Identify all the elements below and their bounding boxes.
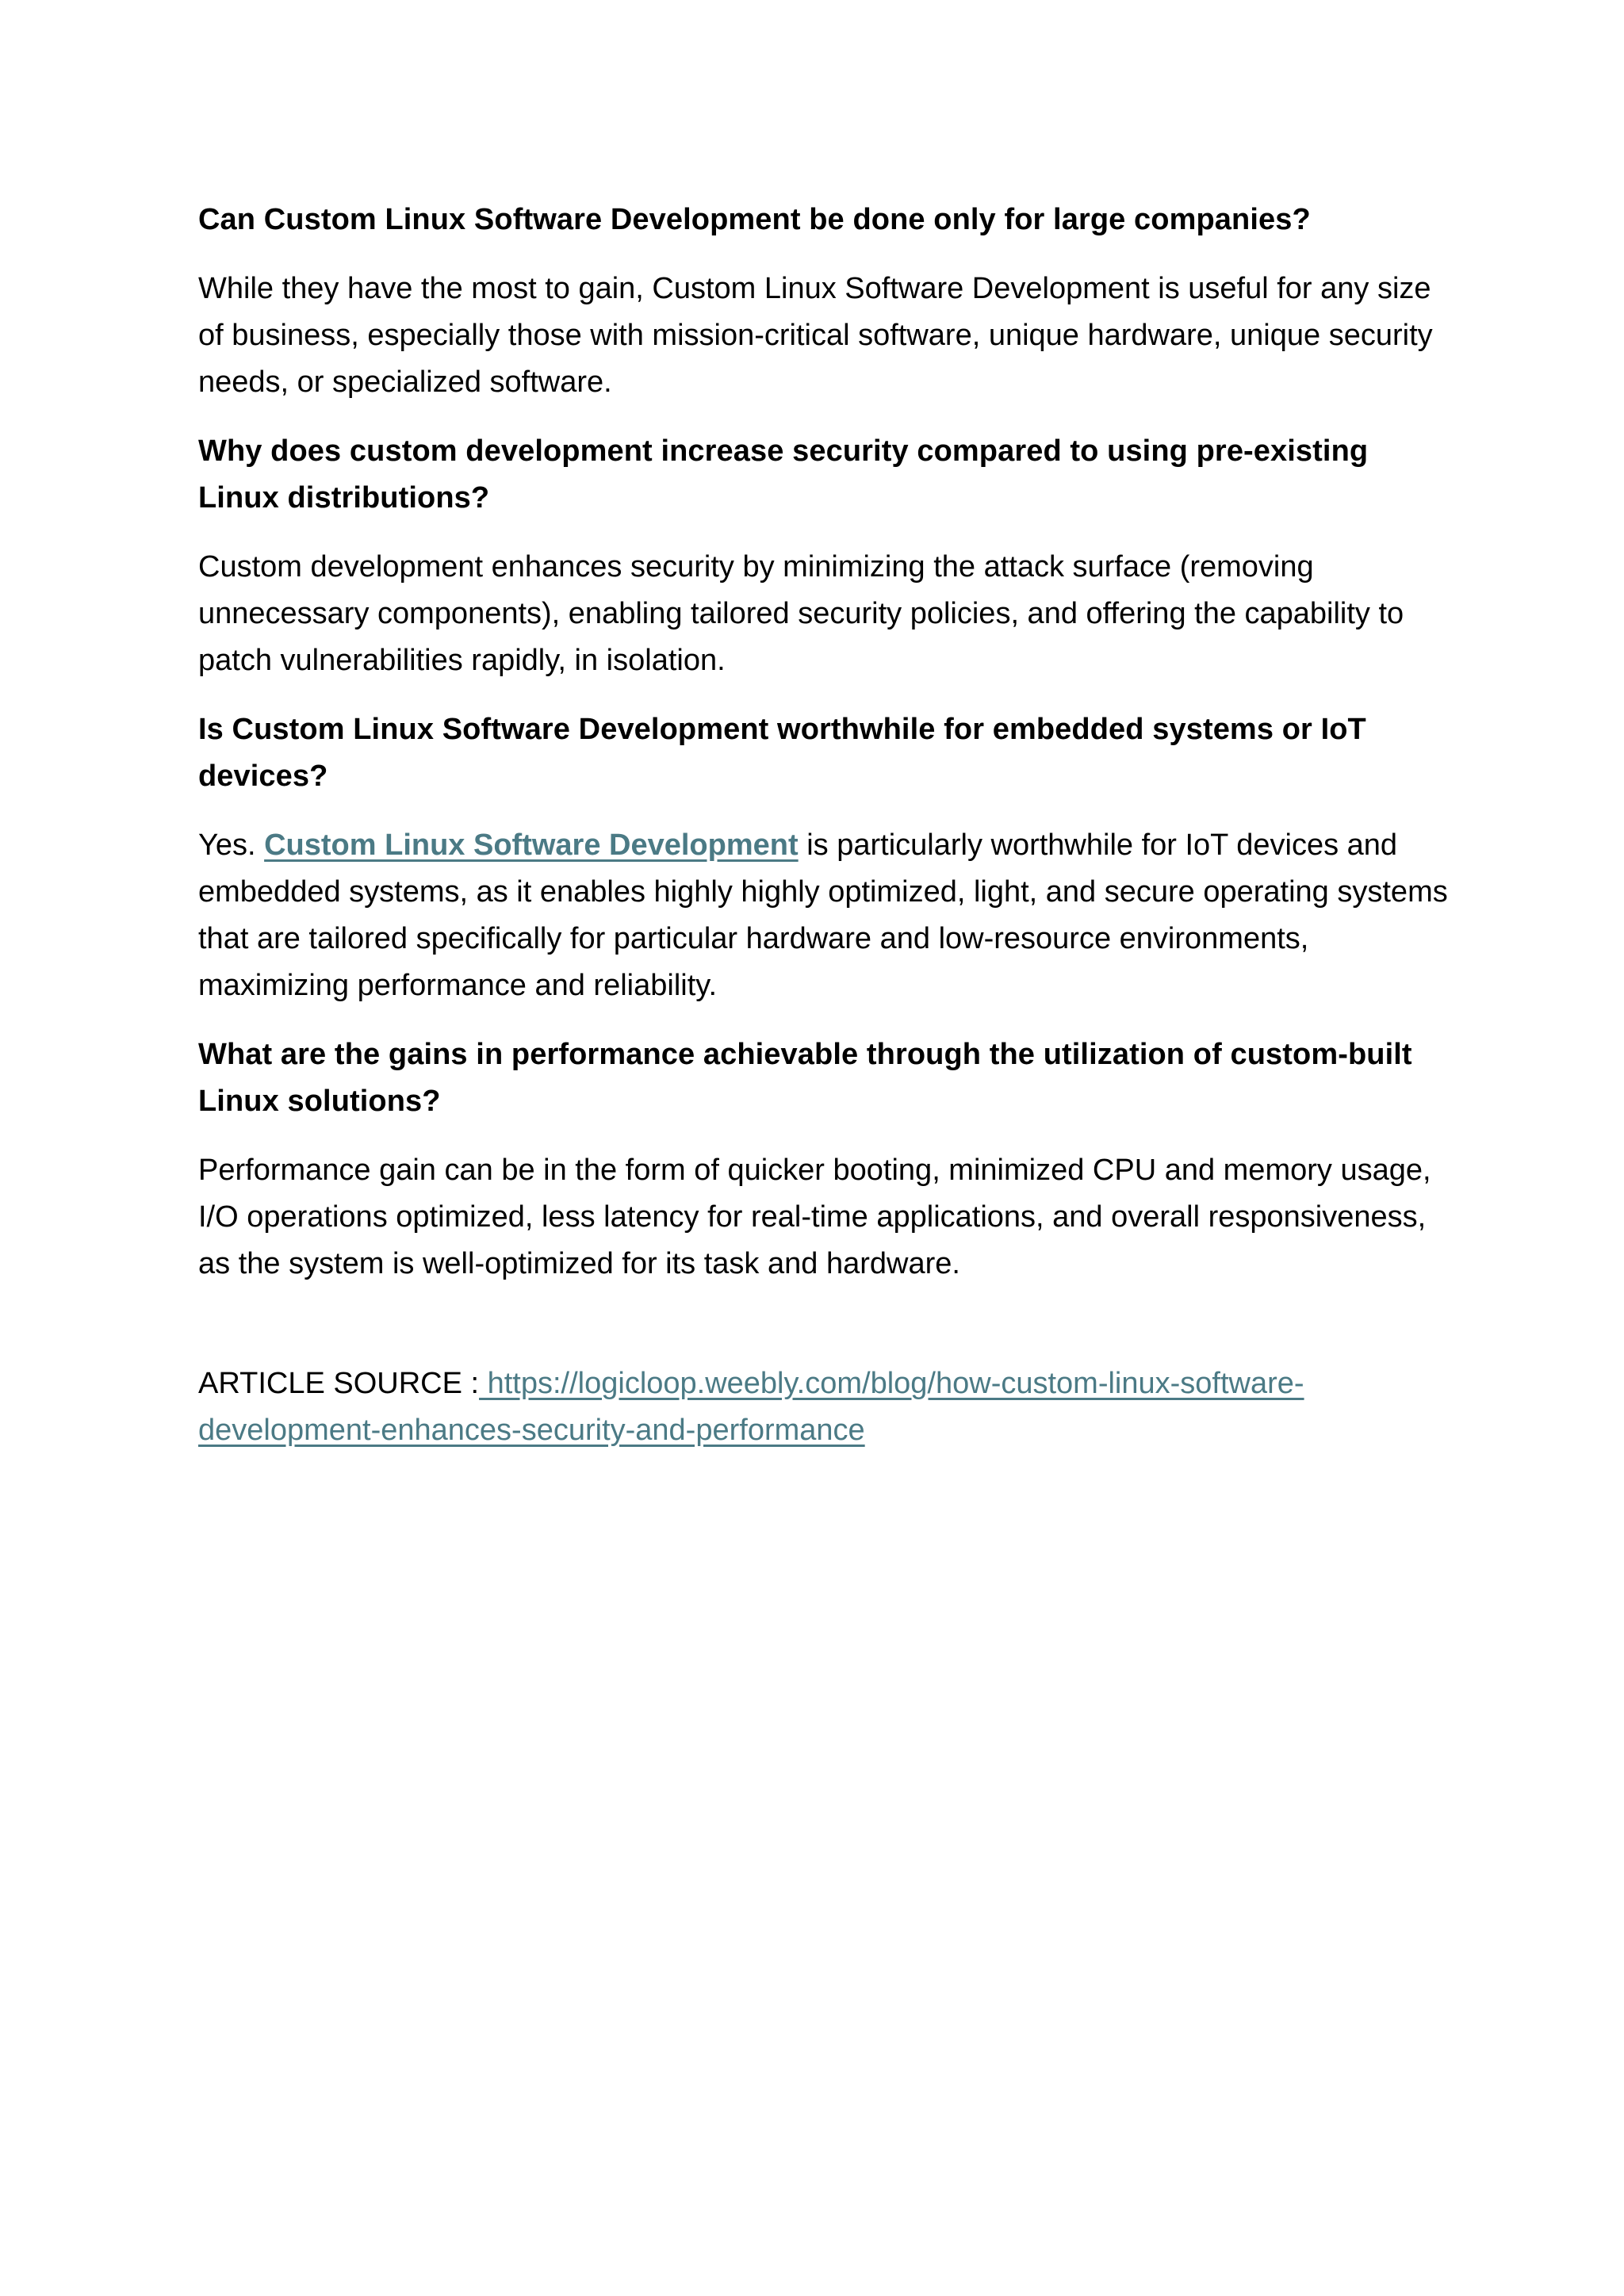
- faq-question-1: Can Custom Linux Software Development be done only for large companies?: [198, 203, 1311, 236]
- faq-answer-3: [198, 822, 1451, 1009]
- faq-question-4: What are the gains in performance achievable through the utilization of custom-built Linux solutions?: [198, 1038, 1412, 1118]
- faq-answer-2: Custom development enhances security by minimizing the attack surface (removing unnecessary components), enabling tailored security policies, and offering the capability to patch vulnerabilities rapidly, in isolation.: [198, 550, 1404, 677]
- faq-question-3: Is Custom Linux Software Development worthwhile for embedded systems or IoT devices?: [198, 713, 1366, 793]
- article-source: [198, 1360, 1451, 1454]
- faq-answer-1: While they have the most to gain, Custom Linux Software Development is useful for any size of business, especially those with mission-critical software, unique hardware, unique security needs, or specialized software.: [198, 272, 1433, 399]
- article-source-link[interactable]: https://logicloop.weebly.com/blog/how-custom-linux-software-development-enhances-security-and-performance: [198, 1367, 1304, 1447]
- faq-answer-3-suffix: is particularly worthwhile for IoT devices and embedded systems, as it enables highly highly optimized, light, and secure operating systems that are tailored specifically for particular hardware and low-resource environments, maximizing performance and reliability.: [198, 828, 1448, 1002]
- faq-question-2: Why does custom development increase security compared to using pre-existing Linux distributions?: [198, 434, 1369, 515]
- custom-linux-development-link[interactable]: Custom Linux Software Development: [264, 828, 799, 862]
- article-source-label: ARTICLE SOURCE :: [198, 1367, 480, 1400]
- document-page: [198, 197, 1451, 1454]
- faq-answer-4: Performance gain can be in the form of quicker booting, minimized CPU and memory usage, I/O operations optimized, less latency for real-time applications, and overall responsiveness, as the system is well-optimized for its task and hardware.: [198, 1154, 1431, 1280]
- faq-answer-3-prefix: Yes.: [198, 828, 265, 862]
